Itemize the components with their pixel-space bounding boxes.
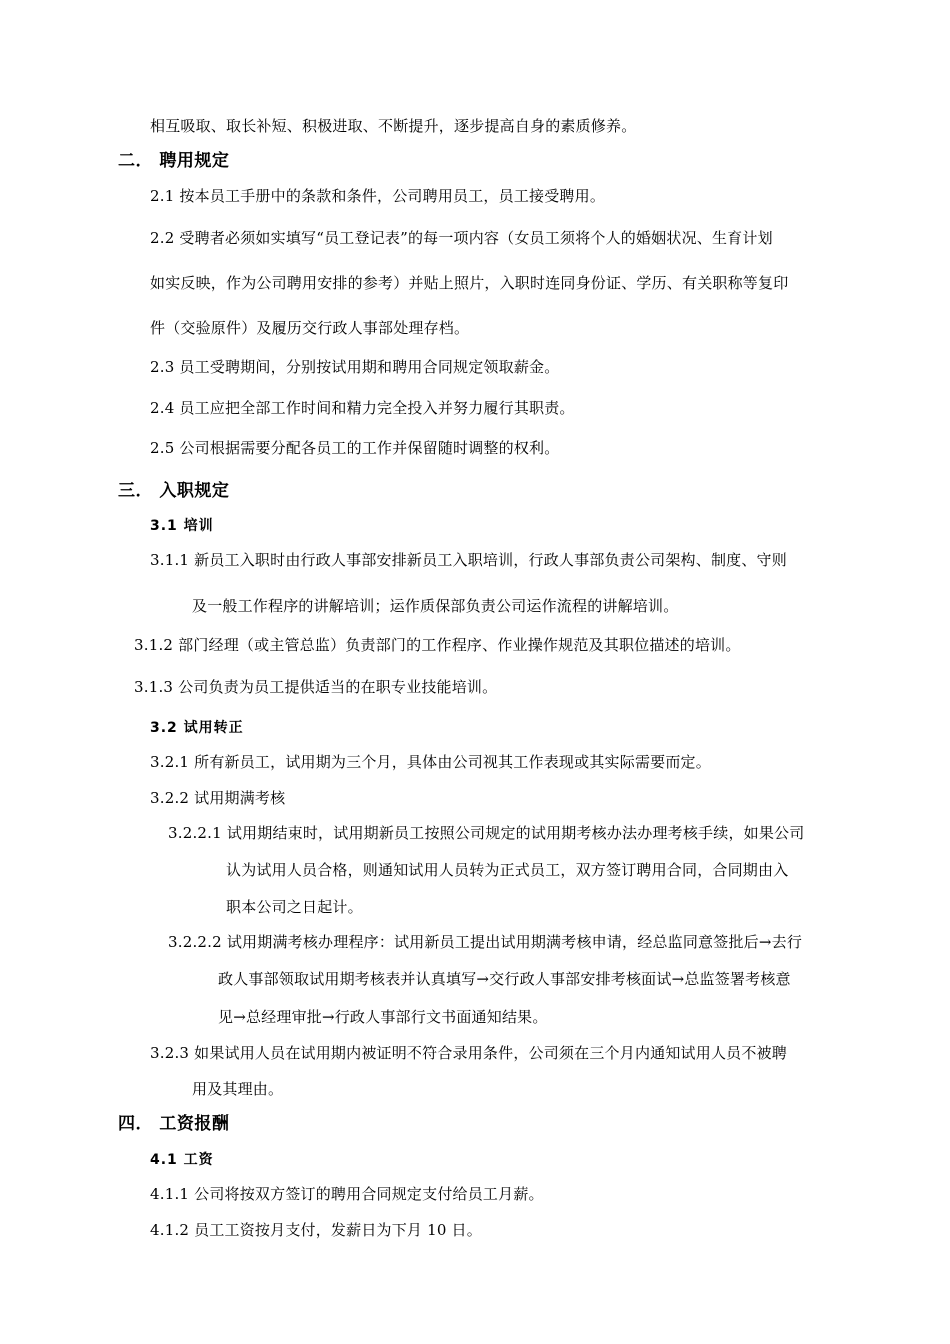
paragraph-3-1-1-line-2: 及一般工作程序的讲解培训；运作质保部负责公司运作流程的讲解培训。 <box>192 597 679 615</box>
section-2-heading: 二． 聘用规定 <box>118 151 230 171</box>
paragraph-2-2-line-1: 2.2 受聘者必须如实填写“员工登记表”的每一项内容（女员工须将个人的婚姻状况、生育计划 <box>150 229 773 247</box>
paragraph-3-1-1-line-1: 3.1.1 新员工入职时由行政人事部安排新员工入职培训，行政人事部负责公司架构、制度、守则 <box>150 551 787 569</box>
paragraph-2-2-line-2: 如实反映，作为公司聘用安排的参考）并贴上照片，入职时连同身份证、学历、有关职称等复印 <box>150 274 789 292</box>
paragraph-3-2-1: 3.2.1 所有新员工，试用期为三个月，具体由公司视其工作表现或其实际需要而定。 <box>150 753 711 771</box>
subsection-4-1-heading: 4.1 工资 <box>150 1152 214 1168</box>
paragraph-4-1-1: 4.1.1 公司将按双方签订的聘用合同规定支付给员工月薪。 <box>150 1185 544 1203</box>
intro-line: 相互吸取、取长补短、积极进取、不断提升，逐步提高自身的素质修养。 <box>150 117 637 135</box>
paragraph-3-2-2-1-line-3: 职本公司之日起计。 <box>226 898 363 916</box>
paragraph-3-2-2-1-line-2: 认为试用人员合格，则通知试用人员转为正式员工，双方签订聘用合同，合同期由入 <box>226 861 789 879</box>
section-4-heading: 四． 工资报酬 <box>118 1114 230 1134</box>
paragraph-3-1-3: 3.1.3 公司负责为员工提供适当的在职专业技能培训。 <box>134 678 498 696</box>
paragraph-3-2-2: 3.2.2 试用期满考核 <box>150 789 286 807</box>
paragraph-3-1-2: 3.1.2 部门经理（或主管总监）负责部门的工作程序、作业操作规范及其职位描述的培训。 <box>134 636 741 654</box>
subsection-3-1-heading: 3.1 培训 <box>150 518 214 534</box>
paragraph-2-5: 2.5 公司根据需要分配各员工的工作并保留随时调整的权利。 <box>150 439 560 457</box>
paragraph-2-3: 2.3 员工受聘期间，分别按试用期和聘用合同规定领取薪金。 <box>150 358 560 376</box>
paragraph-2-2-line-3: 件（交验原件）及履历交行政人事部处理存档。 <box>150 319 470 337</box>
paragraph-2-1: 2.1 按本员工手册中的条款和条件，公司聘用员工，员工接受聘用。 <box>150 187 606 205</box>
paragraph-3-2-3-line-1: 3.2.3 如果试用人员在试用期内被证明不符合录用条件，公司须在三个月内通知试用人员不被聘 <box>150 1044 787 1062</box>
paragraph-3-2-2-1-line-1: 3.2.2.1 试用期结束时，试用期新员工按照公司规定的试用期考核办法办理考核手续，如果公司 <box>168 824 805 842</box>
paragraph-2-4: 2.4 员工应把全部工作时间和精力完全投入并努力履行其职责。 <box>150 399 575 417</box>
paragraph-4-1-2: 4.1.2 员工工资按月支付，发薪日为下月 10 日。 <box>150 1221 482 1239</box>
paragraph-3-2-2-2-line-1: 3.2.2.2 试用期满考核办理程序：试用新员工提出试用期满考核申请，经总监同意签批后→去行 <box>168 933 803 951</box>
paragraph-3-2-3-line-2: 用及其理由。 <box>192 1080 284 1098</box>
paragraph-3-2-2-2-line-3: 见→总经理审批→行政人事部行文书面通知结果。 <box>218 1008 548 1026</box>
section-3-heading: 三． 入职规定 <box>118 481 230 501</box>
subsection-3-2-heading: 3.2 试用转正 <box>150 720 244 736</box>
paragraph-3-2-2-2-line-2: 政人事部领取试用期考核表并认真填写→交行政人事部安排考核面试→总监签署考核意 <box>218 970 791 988</box>
